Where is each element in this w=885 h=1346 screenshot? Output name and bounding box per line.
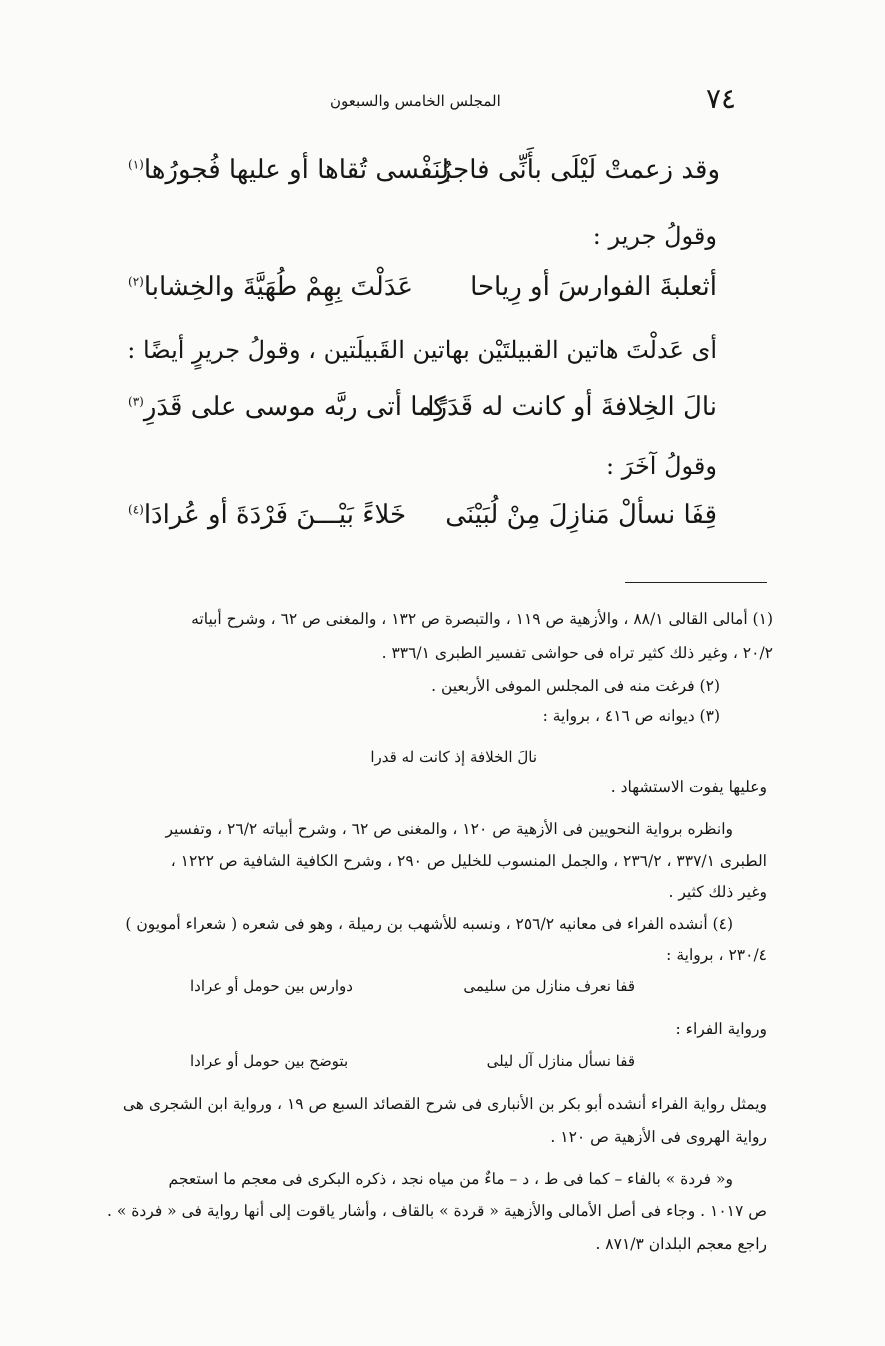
footnote-4-quote-1-first: قفا نعرف منازل من سليمى	[463, 977, 635, 995]
footnote-separator	[625, 582, 767, 583]
footnote-4-line-4: ويمثل رواية الفراء أنشده أبو بكر بن الأنبارى فى شرح القصائد السبع ص ١٩ ، ورواية ابن الشجرى هى	[122, 1095, 767, 1113]
footnote-ref-3: (٣)	[128, 394, 144, 409]
footnote-ref-1: (١)	[128, 157, 144, 172]
verse-4-second-hemistich: خَلاءً بَيْـــنَ فَرْدَةَ أو عُرادَا$^{(٤)}$	[128, 500, 407, 530]
footnote-ref-2: (٢)	[128, 274, 144, 289]
footnote-4-line-1: (٤) أنشده الفراء فى معانيه ٢٥٦/٢ ، ونسبه للأشهب بن رميلة ، وهو فى شعره ( شعراء أمويون )	[125, 915, 733, 933]
footnote-4-line-7: ص ١٠١٧ . وجاء فى أصل الأمالى والأزهية « قردة » بالقاف ، وأشار ياقوت إلى أنها رواية فى « فردة » .	[106, 1202, 767, 1220]
line-explanation: أى عَدلْتَ هاتين القبيلتَيْن بهاتين القَبيلَتين ، وقولُ جريرٍ أيضًا :	[127, 336, 717, 364]
verse-4-first-hemistich: قِفَا نسألْ مَنازِلَ مِنْ لُبَيْنَى	[445, 500, 717, 530]
verse-1-first-hemistich: وقد زعمتْ لَيْلَى بأَنِّى فاجرٌ	[438, 155, 720, 185]
footnote-ref-4: (٤)	[128, 502, 144, 517]
footnote-3-line-2: وعليها يفوت الاستشهاد .	[610, 778, 767, 796]
footnote-2: (٢) فرغت منه فى المجلس الموفى الأربعين .	[431, 677, 720, 695]
footnote-4-line-8: راجع معجم البلدان ٨٧١/٣ .	[595, 1235, 767, 1253]
footnote-3-line-3: وانظره برواية النحويين فى الأزهية ص ١٢٠ ، والمغنى ص ٦٢ ، وشرح أبياته ٢٦/٢ ، وتفسير	[165, 820, 733, 838]
footnote-4-quote-1-second: دوارس بين حومل أو عرادا	[190, 977, 353, 995]
verse-1-second-hemistich: لِنَفْسى تُقاها أو عليها فُجورُها$^{(١)}$	[128, 155, 450, 185]
footnote-4-quote-2-second: بتوضح بين حومل أو عرادا	[190, 1052, 349, 1070]
footnote-4-line-6: و« فردة » بالفاء – كما فى ط ، د – ماءٌ من مياه نجد ، ذكره البكرى فى معجم ما استعجم	[168, 1170, 733, 1188]
footnote-1-line-1: (١) أمالى القالى ٨٨/١ ، والأزهية ص ١١٩ ، والتبصرة ص ١٣٢ ، والمغنى ص ٦٢ ، وشرح أبياته	[191, 610, 773, 628]
verse-2-first-hemistich: أثعلبةَ الفوارسَ أو رِياحا	[470, 272, 717, 302]
footnote-3-quote: نالَ الخلافة إذ كانت له قدرا	[370, 748, 537, 766]
footnote-3-line-4: الطبرى ٣٣٧/١ ، ٢٣٦/٢ ، والجمل المنسوب للخليل ص ٢٩٠ ، وشرح الكافية الشافية ص ١٢٢٢ ،	[170, 852, 767, 870]
page-number: ٧٤	[706, 82, 737, 115]
verse-2-second-hemistich: عَدَلْتَ بِهِمْ طُهَيَّةَ والخِشابا$^{(٢)}$	[128, 272, 413, 302]
verse-3-first-hemistich: نالَ الخِلافةَ أو كانت له قَدَرًا	[427, 392, 717, 422]
line-jarir: وقولُ جرير :	[592, 222, 717, 250]
footnote-3-line-1: (٣) ديوانه ص ٤١٦ ، برواية :	[542, 707, 720, 725]
running-head: المجلس الخامس والسبعون	[330, 92, 501, 110]
footnote-4-line-3: ورواية الفراء :	[675, 1020, 767, 1038]
footnote-3-line-5: وغير ذلك كثير .	[668, 883, 767, 901]
footnote-4-line-2: ٢٣٠/٤ ، برواية :	[666, 946, 767, 964]
footnote-1-line-2: ٢٠/٢ ، وغير ذلك كثير تراه فى حواشى تفسير الطبرى ٣٣٦/١ .	[381, 644, 773, 662]
verse-3-second-hemistich: كما أتى ربَّه موسى على قَدَرِ$^{(٣)}$	[128, 392, 446, 422]
footnote-4-line-5: رواية الهروى فى الأزهية ص ١٢٠ .	[550, 1128, 767, 1146]
line-other: وقولُ آخَرَ :	[606, 452, 717, 480]
footnote-4-quote-2-first: قفا نسأل منازل آل ليلى	[486, 1052, 635, 1070]
